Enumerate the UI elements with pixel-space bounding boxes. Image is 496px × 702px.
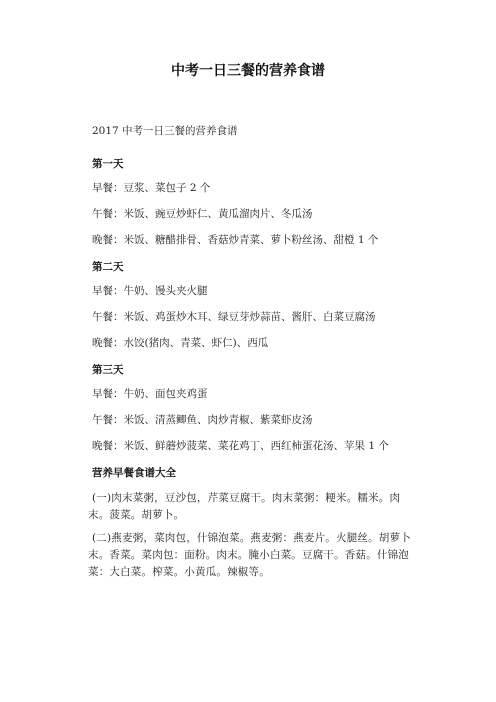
breakfast-paragraph-2: (二)燕麦粥，菜肉包，什锦泡菜。燕麦粥：燕麦片。火腿丝。胡萝卜末。香菜。菜肉包：面粉。肉末。腌小白菜。豆腐干。香菇。什锦泡菜：大白菜。榨菜。小黄瓜。辣椒等。 <box>88 532 411 578</box>
page-title: 中考一日三餐的营养食谱 <box>171 63 325 79</box>
breakfast-paragraph-1: (一)肉末菜粥，豆沙包，芹菜豆腐干。肉末菜粥：粳米。糯米。肉末。菠菜。胡萝卜。 <box>88 492 401 521</box>
day-1-breakfast: 早餐：豆浆、菜包子 2 个 <box>92 182 211 194</box>
day-1-lunch: 午餐：米饭、豌豆炒虾仁、黄瓜溜肉片、冬瓜汤 <box>92 208 313 220</box>
breakfast-section-heading: 营养早餐食谱大全 <box>92 467 176 479</box>
day-3-heading: 第三天 <box>92 364 124 376</box>
day-2-dinner: 晚餐：水饺(猪肉、青菜、虾仁)、西瓜 <box>92 337 269 349</box>
day-3-breakfast: 早餐：牛奶、面包夹鸡蛋 <box>92 388 208 400</box>
day-1-dinner: 晚餐：米饭、糖醋排骨、香菇炒青菜、萝卜粉丝汤、甜橙 1 个 <box>92 234 379 246</box>
day-1-heading: 第一天 <box>92 158 124 170</box>
document-body <box>88 124 412 587</box>
intro-line: 2017 中考一日三餐的营养食谱 <box>92 125 238 137</box>
day-2-heading: 第二天 <box>92 261 124 273</box>
day-3-lunch: 午餐：米饭、清蒸鲫鱼、肉炒青椒、紫菜虾皮汤 <box>92 414 313 426</box>
day-3-dinner: 晚餐：米饭、鲜蘑炒菠菜、菜花鸡丁、西红柿蛋花汤、苹果 1 个 <box>92 440 389 452</box>
day-2-breakfast: 早餐：牛奶、馒头夹火腿 <box>92 285 208 297</box>
day-2-lunch: 午餐：米饭、鸡蛋炒木耳、绿豆芽炒蒜苗、酱肝、白菜豆腐汤 <box>92 311 376 323</box>
